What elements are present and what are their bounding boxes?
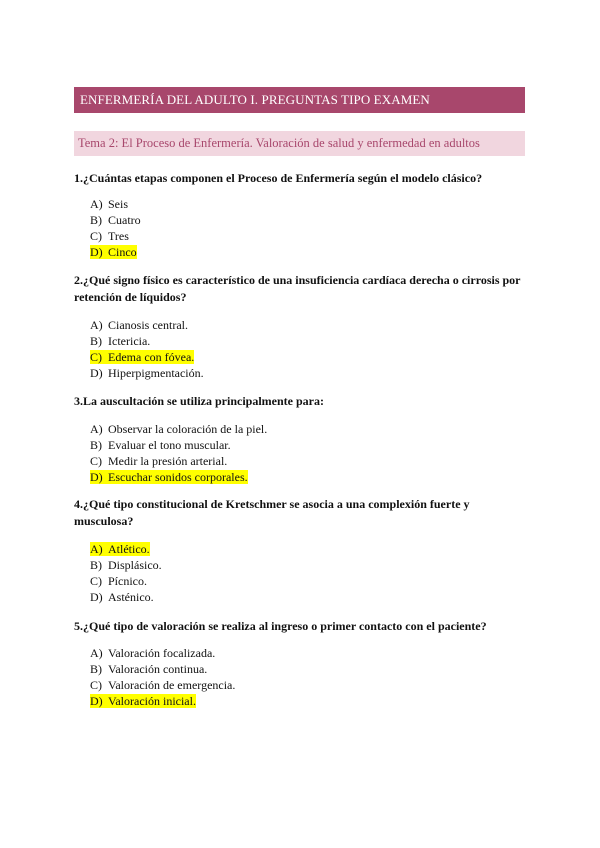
option-text: Medir la presión arterial. xyxy=(108,454,228,468)
option-correct xyxy=(90,693,235,709)
option-text: Pícnico. xyxy=(108,574,147,588)
question-5-options xyxy=(90,645,235,709)
option-label: C) xyxy=(90,229,102,243)
option-label: B) xyxy=(90,438,102,452)
option-label: C) xyxy=(90,574,102,588)
option-text: Hiperpigmentación. xyxy=(108,366,204,380)
option-text: Cuatro xyxy=(108,213,141,227)
document-title: ENFERMERÍA DEL ADULTO I. PREGUNTAS TIPO EXAMEN xyxy=(80,92,430,107)
option-label: D) xyxy=(90,366,103,380)
option-text: Valoración focalizada. xyxy=(108,646,216,660)
option-text: Asténico. xyxy=(108,590,154,604)
option-text: Seis xyxy=(108,197,129,211)
option-label: B) xyxy=(90,558,102,572)
option-text: Cinco xyxy=(108,245,137,259)
option xyxy=(90,228,141,244)
option xyxy=(90,365,204,381)
option-text: Displásico. xyxy=(108,558,162,572)
question-3-options xyxy=(90,421,267,485)
document-title-banner xyxy=(74,87,525,113)
option-label: D) xyxy=(90,590,103,604)
option xyxy=(90,212,141,228)
option xyxy=(90,421,267,437)
correct-answer-highlight xyxy=(90,470,248,484)
option-label: A) xyxy=(90,422,103,436)
option-label: A) xyxy=(90,318,103,332)
option-label: C) xyxy=(90,678,102,692)
question-2: 2.¿Qué signo físico es característico de una insuficiencia cardíaca derecha o cirrosis por retención de líquidos? xyxy=(74,273,521,304)
option xyxy=(90,196,141,212)
option-text: Tres xyxy=(108,229,129,243)
option-label: C) xyxy=(90,454,102,468)
option-text: Atlético. xyxy=(108,542,150,556)
option-text: Cianosis central. xyxy=(108,318,188,332)
option-label: C) xyxy=(90,350,102,364)
question-5: 5.¿Qué tipo de valoración se realiza al ingreso o primer contacto con el paciente? xyxy=(74,619,487,633)
question-1: 1.¿Cuántas etapas componen el Proceso de Enfermería según el modelo clásico? xyxy=(74,171,483,185)
option xyxy=(90,661,235,677)
option-label: A) xyxy=(90,542,103,556)
option-correct xyxy=(90,349,204,365)
topic-banner xyxy=(74,131,525,156)
option-text: Evaluar el tono muscular. xyxy=(108,438,231,452)
question-2-options xyxy=(90,317,204,381)
option xyxy=(90,589,162,605)
option xyxy=(90,333,204,349)
option-text: Valoración de emergencia. xyxy=(108,678,236,692)
option-text: Valoración continua. xyxy=(108,662,208,676)
option xyxy=(90,677,235,693)
option-label: D) xyxy=(90,470,103,484)
question-4-options xyxy=(90,541,162,605)
question-1-options xyxy=(90,196,141,260)
option xyxy=(90,453,267,469)
option-label: B) xyxy=(90,334,102,348)
correct-answer-highlight xyxy=(90,350,194,364)
question-4: 4.¿Qué tipo constitucional de Kretschmer se asocia a una complexión fuerte y musculosa? xyxy=(74,497,470,528)
option xyxy=(90,437,267,453)
option-text: Valoración inicial. xyxy=(108,694,196,708)
option xyxy=(90,557,162,573)
correct-answer-highlight xyxy=(90,245,137,259)
option-text: Observar la coloración de la piel. xyxy=(108,422,268,436)
question-3: 3.La auscultación se utiliza principalmente para: xyxy=(74,394,324,408)
correct-answer-highlight xyxy=(90,542,150,556)
topic-title: Tema 2: El Proceso de Enfermería. Valoración de salud y enfermedad en adultos xyxy=(78,136,480,150)
correct-answer-highlight xyxy=(90,694,196,708)
option-label: D) xyxy=(90,245,103,259)
option xyxy=(90,317,204,333)
option-text: Edema con fóvea. xyxy=(108,350,195,364)
option-label: A) xyxy=(90,646,103,660)
option-text: Escuchar sonidos corporales. xyxy=(108,470,248,484)
option-correct xyxy=(90,541,162,557)
option-label: B) xyxy=(90,662,102,676)
option xyxy=(90,645,235,661)
option-label: D) xyxy=(90,694,103,708)
option-label: B) xyxy=(90,213,102,227)
option-correct xyxy=(90,469,267,485)
option xyxy=(90,573,162,589)
option-label: A) xyxy=(90,197,103,211)
option-text: Ictericia. xyxy=(108,334,151,348)
option-correct xyxy=(90,244,141,260)
